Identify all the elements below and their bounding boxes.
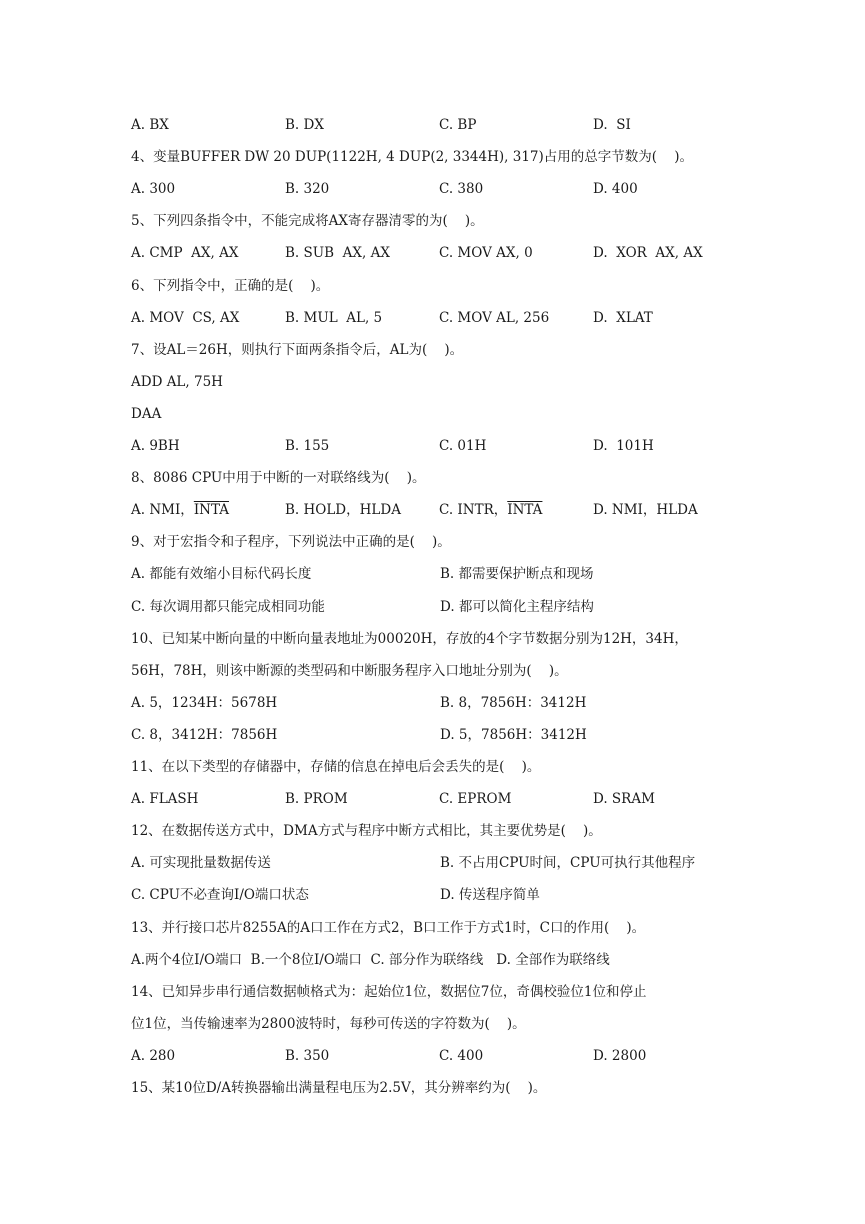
- option-d: D. 传送程序简单: [440, 887, 540, 904]
- line-text: 12、在数据传送方式中，DMA方式与程序中断方式相比，其主要优势是( )。: [131, 823, 602, 840]
- overline-signal: INTA: [193, 502, 229, 519]
- option-d: D. XOR AX, AX: [593, 245, 703, 262]
- option-c: C. 01H: [439, 438, 487, 454]
- line-text: 11、在以下类型的存储器中，存储的信息在掉电后会丢失的是( )。: [131, 759, 541, 775]
- option-row: [131, 851, 805, 875]
- question-text: [131, 659, 805, 683]
- option-d: D. 2800: [593, 1047, 647, 1064]
- option-a: A. 9BH: [131, 438, 180, 454]
- line-text: 位1位，当传输速率为2800波特时，每秒可传送的字符数为( )。: [131, 1015, 526, 1032]
- code-line: [131, 370, 805, 394]
- option-c: C. MOV AX, 0: [439, 245, 533, 262]
- option-b: B. MUL AL, 5: [285, 309, 383, 326]
- option-a: A. CMP AX, AX: [131, 245, 239, 262]
- line-text: 8、8086 CPU中用于中断的一对联络线为( )。: [131, 470, 426, 487]
- option-a: A. 300: [131, 181, 176, 198]
- option-d: [593, 498, 698, 522]
- line-text: 10、已知某中断向量的中断向量表地址为00020H，存放的4个字节数据分别为12H，34H，: [131, 630, 688, 647]
- line-text: 9、对于宏指令和子程序，下列说法中正确的是( )。: [131, 534, 451, 551]
- question-text: [131, 755, 805, 779]
- option-d: D. SRAM: [593, 791, 655, 808]
- option-row: [131, 691, 805, 715]
- option-row: [131, 787, 805, 811]
- option-d: D. 5，7856H：3412H: [440, 726, 587, 743]
- option-c: C. CPU不必查询I/O端口状态: [131, 887, 309, 904]
- option-b: B. SUB AX, AX: [285, 245, 390, 262]
- option-row: [131, 306, 805, 330]
- question-text: [131, 274, 805, 298]
- option-a: [131, 498, 229, 522]
- option-b: B. DX: [285, 117, 324, 133]
- option-d: D. 400: [593, 181, 638, 198]
- option-prefix: C. INTR，: [439, 502, 508, 519]
- question-text: [131, 1012, 805, 1036]
- option-a: A. 280: [131, 1047, 176, 1064]
- option-row: [131, 434, 805, 458]
- question-text: [131, 627, 805, 651]
- option-row: [131, 498, 805, 522]
- code-line: [131, 402, 805, 426]
- line-text: 14、已知异步串行通信数据帧格式为：起始位1位，数据位7位，奇偶校验位1位和停止: [131, 983, 647, 1000]
- option-row: [131, 883, 805, 907]
- option-row: [131, 241, 805, 265]
- option-d: D. 101H: [593, 438, 654, 454]
- option-d: D. SI: [593, 117, 631, 133]
- option-row: [131, 562, 805, 586]
- option-c: C. BP: [439, 117, 477, 133]
- question-text: [131, 980, 805, 1004]
- option-a: A. 可实现批量数据传送: [131, 855, 271, 872]
- line-text: ADD AL, 75H: [131, 373, 223, 390]
- option-b: B. PROM: [285, 791, 348, 808]
- option-b: B. 155: [285, 438, 330, 454]
- option-c: C. 8，3412H：7856H: [131, 726, 278, 743]
- option-c: C. 400: [439, 1047, 484, 1064]
- line-text: 13、并行接口芯片8255A的A口工作在方式2，B口工作于方式1时，C口的作用( )。: [131, 919, 646, 936]
- question-text: [131, 466, 805, 490]
- line-text: 56H，78H，则该中断源的类型码和中断服务程序入口地址分别为( )。: [131, 662, 568, 679]
- option-b: B. 8，7856H：3412H: [440, 694, 587, 711]
- line-text: 5、下列四条指令中，不能完成将AX寄存器清零的为( )。: [131, 213, 484, 230]
- option-a: A. 都能有效缩小目标代码长度: [131, 566, 312, 583]
- question-text: [131, 1076, 805, 1100]
- option-c: C. 每次调用都只能完成相同功能: [131, 598, 325, 615]
- option-a: A. 5，1234H：5678H: [131, 694, 278, 711]
- option-prefix: B. HOLD，HLDA: [285, 502, 401, 519]
- option-b: B. 320: [285, 181, 330, 198]
- option-prefix: D. NMI，HLDA: [593, 502, 698, 519]
- line-text: 7、设AL＝26H，则执行下面两条指令后，AL为( )。: [131, 341, 464, 358]
- option-c: C. 380: [439, 181, 484, 198]
- option-a: A. BX: [131, 117, 169, 133]
- overline-signal: INTA: [507, 502, 543, 519]
- option-a: A. FLASH: [131, 791, 199, 808]
- line-text: A.两个4位I/O端口 B.一个8位I/O端口 C. 部分作为联络线 D. 全部作为联络线: [131, 951, 610, 968]
- option-row: [131, 723, 805, 747]
- option-d: D. XLAT: [593, 309, 653, 326]
- question-text: [131, 819, 805, 843]
- option-row: [131, 595, 805, 619]
- option-c: [439, 498, 542, 522]
- question-text: [131, 530, 805, 554]
- option-prefix: A. NMI，: [131, 502, 194, 519]
- line-text: 6、下列指令中，正确的是( )。: [131, 277, 330, 294]
- option-row: [131, 1044, 805, 1068]
- option-b: B. 都需要保护断点和现场: [440, 566, 594, 583]
- option-d: D. 都可以简化主程序结构: [440, 598, 594, 615]
- option-row: [131, 113, 805, 137]
- option-a: A. MOV CS, AX: [131, 309, 240, 326]
- question-text: [131, 916, 805, 940]
- question-text: [131, 145, 805, 169]
- line-text: 15、某10位D/A转换器输出满量程电压为2.5V，其分辨率约为( )。: [131, 1080, 547, 1096]
- question-text: [131, 209, 805, 233]
- option-b: B. 350: [285, 1047, 330, 1064]
- option-b: B. 不占用CPU时间，CPU可执行其他程序: [440, 855, 696, 872]
- option-line: [131, 948, 805, 972]
- line-text: 4、变量BUFFER DW 20 DUP(1122H, 4 DUP(2, 3344H), 317)占用的总字节数为( )。: [131, 149, 693, 166]
- question-text: [131, 338, 805, 362]
- option-c: C. EPROM: [439, 791, 512, 808]
- option-b: [285, 498, 401, 522]
- line-text: DAA: [131, 405, 162, 422]
- option-row: [131, 177, 805, 201]
- option-c: C. MOV AL, 256: [439, 309, 550, 326]
